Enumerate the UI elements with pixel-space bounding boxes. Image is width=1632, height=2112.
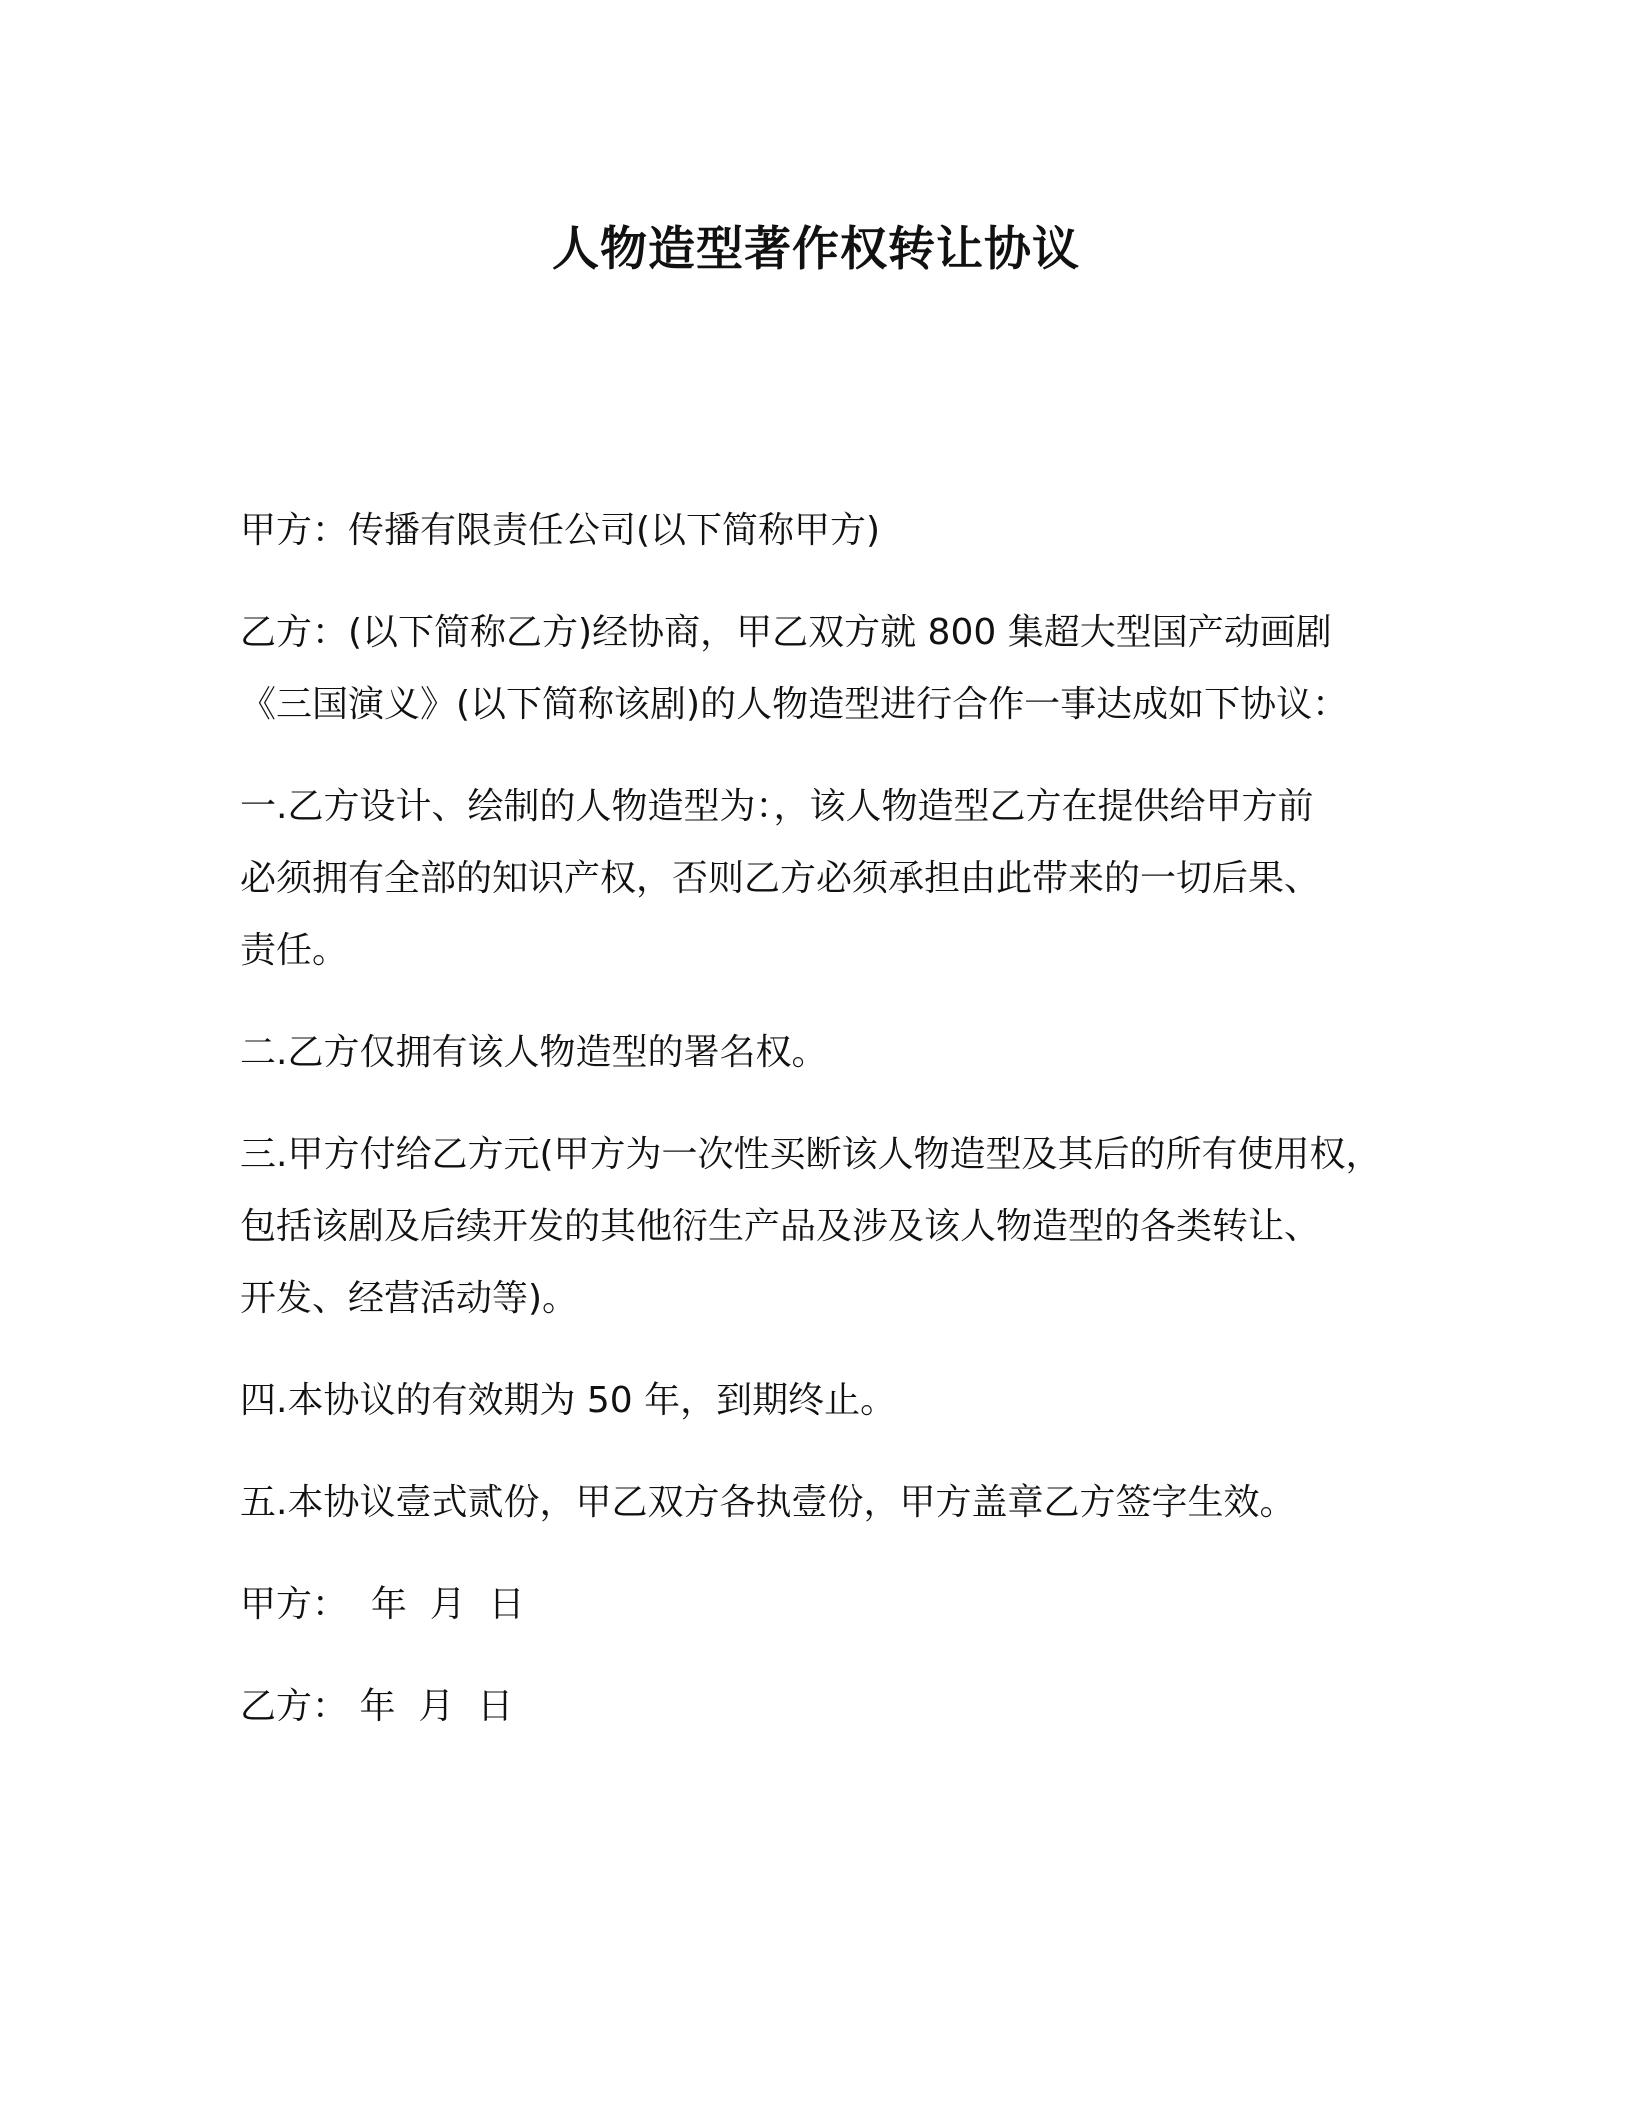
party-b-intro-line-1: 乙方：(以下简称乙方)经协商，甲乙双方就 800 集超大型国产动画剧 <box>240 612 1332 653</box>
signature-party-b: 乙方： 年 月 日 <box>240 1686 514 1727</box>
clause-3 <box>240 1119 1420 1335</box>
clause-1 <box>240 771 1420 987</box>
clause-3-line-3: 开发、经营活动等)。 <box>240 1278 579 1319</box>
party-a-line: 甲方：传播有限责任公司(以下简称甲方) <box>240 510 881 551</box>
clause-1-line-3: 责任。 <box>240 930 349 971</box>
document-body <box>240 495 1420 1773</box>
clause-3-line-1: 三.甲方付给乙方元(甲方为一次性买断该人物造型及其后的所有使用权， <box>240 1134 1382 1175</box>
signature-party-a: 甲方： 年 月 日 <box>240 1584 525 1625</box>
clause-4: 四.本协议的有效期为 50 年，到期终止。 <box>240 1380 897 1421</box>
party-b-intro <box>240 597 1420 741</box>
clause-1-line-2: 必须拥有全部的知识产权，否则乙方必须承担由此带来的一切后果、 <box>240 858 1321 899</box>
party-b-intro-line-2: 《三国演义》(以下简称该剧)的人物造型进行合作一事达成如下协议： <box>240 684 1349 725</box>
clause-3-line-2: 包括该剧及后续开发的其他衍生产品及涉及该人物造型的各类转让、 <box>240 1206 1321 1247</box>
clause-5: 五.本协议壹式贰份，甲乙双方各执壹份，甲方盖章乙方签字生效。 <box>240 1482 1296 1523</box>
clause-2: 二.乙方仅拥有该人物造型的署名权。 <box>240 1032 828 1073</box>
document-title: 人物造型著作权转让协议 <box>552 222 1080 277</box>
clause-1-line-1: 一.乙方设计、绘制的人物造型为：，该人物造型乙方在提供给甲方前 <box>240 786 1314 827</box>
